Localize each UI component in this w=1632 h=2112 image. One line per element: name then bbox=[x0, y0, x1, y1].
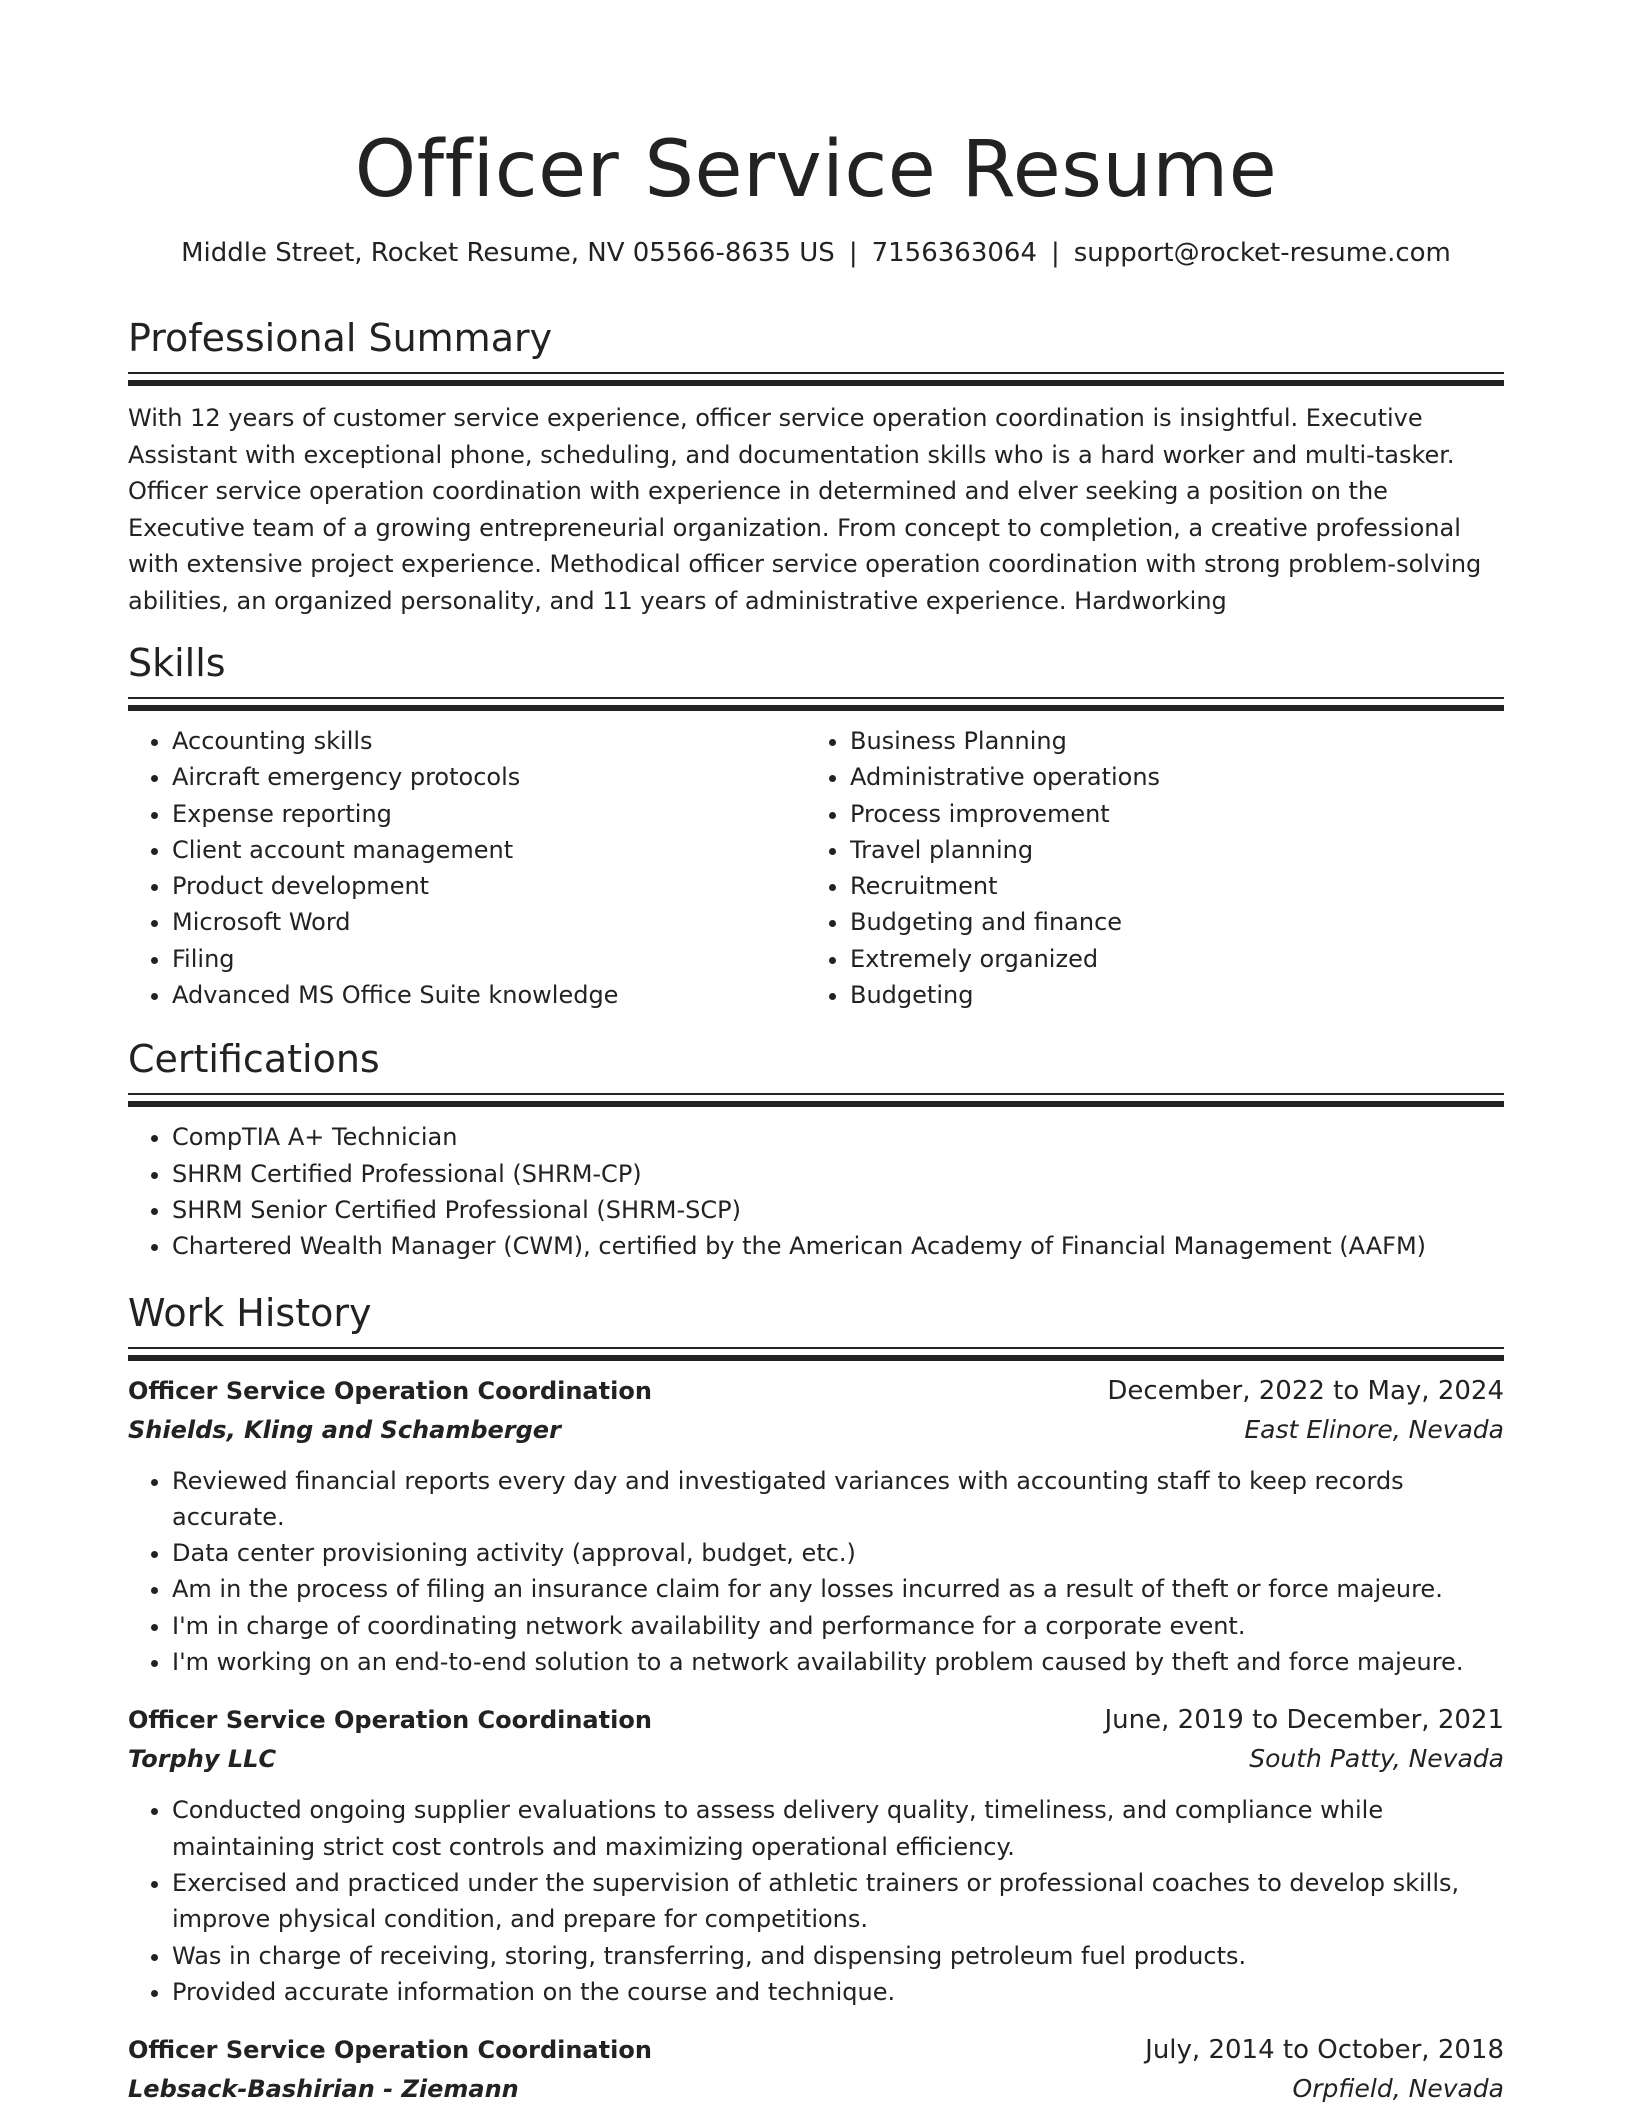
section-divider bbox=[128, 705, 1504, 711]
job-title: Officer Service Operation Coordination bbox=[128, 1706, 652, 1735]
skill-item: • Budgeting and finance bbox=[850, 904, 1484, 940]
job-bullet: • Am in the process of filing an insurance claim for any losses incurred as a result of theft or force majeure. bbox=[172, 1571, 1504, 1607]
section-divider bbox=[128, 372, 1504, 374]
contact-email[interactable]: support@rocket-resume.com bbox=[1073, 238, 1451, 268]
skill-item: • Advanced MS Office Suite knowledge bbox=[172, 977, 806, 1013]
skills-section bbox=[128, 639, 1504, 1013]
job-dates: June, 2019 to December, 2021 bbox=[1104, 1705, 1504, 1736]
section-divider bbox=[128, 1093, 1504, 1095]
job-company: Shields, Kling and Schamberger bbox=[128, 1415, 561, 1444]
job-bullet-list bbox=[128, 1792, 1504, 2010]
skill-item: • Budgeting bbox=[850, 977, 1484, 1013]
job-bullet-list bbox=[128, 1463, 1504, 1681]
job-bullet: • Reviewed financial reports every day and investigated variances with accounting staff to keep records accurate. bbox=[172, 1463, 1504, 1536]
skill-item: • Product development bbox=[172, 868, 806, 904]
contact-separator: | bbox=[1051, 238, 1060, 268]
job-entry bbox=[128, 1700, 1504, 2010]
certification-item: • CompTIA A+ Technician bbox=[172, 1119, 1504, 1155]
job-location: South Patty, Nevada bbox=[1249, 1744, 1504, 1774]
job-bullet: • Was in charge of receiving, storing, transferring, and dispensing petroleum fuel products. bbox=[172, 1938, 1504, 1974]
skills-column-left bbox=[128, 723, 806, 1013]
job-bullet: • Provided accurate information on the course and technique. bbox=[172, 1974, 1504, 2010]
section-heading-work-history: Work History bbox=[128, 1290, 372, 1335]
job-subheader-row bbox=[128, 2070, 1504, 2108]
work-history-section bbox=[128, 1289, 1504, 2109]
skill-item: • Expense reporting bbox=[172, 796, 806, 832]
job-title: Officer Service Operation Coordination bbox=[128, 1376, 652, 1405]
skill-item: • Business Planning bbox=[850, 723, 1484, 759]
job-title: Officer Service Operation Coordination bbox=[128, 2036, 652, 2065]
skill-item: • Recruitment bbox=[850, 868, 1484, 904]
job-location: East Elinore, Nevada bbox=[1244, 1414, 1504, 1444]
section-heading-certifications: Certifications bbox=[128, 1037, 380, 1082]
job-location: Orpfield, Nevada bbox=[1292, 2074, 1504, 2104]
skill-item: • Microsoft Word bbox=[172, 904, 806, 940]
job-header-row bbox=[128, 1700, 1504, 1740]
summary-text: With 12 years of customer service experience, officer service operation coordination is insightful. Executive Assistant with exceptional phone, scheduling, and documentation skills who is a hard worker and multi-tasker. Officer service operation coordination with experience in determined and elver seeking a position on the Executive team of a growing entrepreneurial organization. From concept to completion, a creative professional with extensive project experience. Methodical officer service operation coordination with strong problem-solving abilities, an organized personality, and 11 years of administrative experience. Hardworking bbox=[128, 404, 1482, 615]
contact-separator: | bbox=[848, 238, 858, 268]
certifications-section bbox=[128, 1035, 1504, 1264]
job-subheader-row bbox=[128, 1411, 1504, 1449]
skill-item: • Process improvement bbox=[850, 796, 1484, 832]
resume-page bbox=[128, 0, 1504, 2108]
skills-grid bbox=[128, 723, 1504, 1013]
resume-title: Officer Service Resume bbox=[354, 125, 1278, 215]
section-divider bbox=[128, 697, 1504, 699]
job-bullet: • Exercised and practiced under the supervision of athletic trainers or professional coaches to develop skills, improve physical condition, and prepare for competitions. bbox=[172, 1865, 1504, 1938]
skill-item: • Aircraft emergency protocols bbox=[172, 759, 806, 795]
job-company: Torphy LLC bbox=[128, 1745, 277, 1774]
section-divider bbox=[128, 380, 1504, 386]
skill-item: • Filing bbox=[172, 941, 806, 977]
job-company: Lebsack-Bashirian - Ziemann bbox=[128, 2075, 519, 2104]
section-divider bbox=[128, 1355, 1504, 1361]
job-bullet: • I'm in charge of coordinating network availability and performance for a corporate event. bbox=[172, 1608, 1504, 1644]
section-heading-skills: Skills bbox=[128, 641, 226, 685]
contact-phone: 7156363064 bbox=[871, 238, 1037, 268]
job-entry bbox=[128, 2030, 1504, 2108]
skill-item: • Client account management bbox=[172, 832, 806, 868]
certification-item: • SHRM Certified Professional (SHRM-CP) bbox=[172, 1156, 1504, 1192]
job-bullet: • I'm working on an end-to-end solution to a network availability problem caused by theft and force majeure. bbox=[172, 1644, 1504, 1680]
job-entry bbox=[128, 1371, 1504, 1681]
certification-item: • SHRM Senior Certified Professional (SHRM-SCP) bbox=[172, 1192, 1504, 1228]
contact-address: Middle Street, Rocket Resume, NV 05566-8635 US bbox=[181, 238, 835, 268]
section-divider bbox=[128, 1101, 1504, 1107]
job-subheader-row bbox=[128, 1740, 1504, 1778]
job-dates: December, 2022 to May, 2024 bbox=[1107, 1375, 1504, 1406]
job-bullet: • Data center provisioning activity (approval, budget, etc.) bbox=[172, 1535, 1504, 1571]
section-divider bbox=[128, 1347, 1504, 1349]
skill-item: • Administrative operations bbox=[850, 759, 1484, 795]
contact-line bbox=[128, 236, 1504, 270]
skill-item: • Extremely organized bbox=[850, 941, 1484, 977]
skills-column-right bbox=[806, 723, 1484, 1013]
skill-item: • Travel planning bbox=[850, 832, 1484, 868]
summary-section bbox=[128, 314, 1504, 619]
job-dates: July, 2014 to October, 2018 bbox=[1145, 2035, 1504, 2066]
job-header-row bbox=[128, 1371, 1504, 1411]
skill-item: • Accounting skills bbox=[172, 723, 806, 759]
job-bullet: • Conducted ongoing supplier evaluations to assess delivery quality, timeliness, and compliance while maintaining strict cost controls and maximizing operational efficiency. bbox=[172, 1792, 1504, 1865]
section-heading-summary: Professional Summary bbox=[128, 316, 553, 360]
certification-item: • Chartered Wealth Manager (CWM), certified by the American Academy of Financial Management (AAFM) bbox=[172, 1228, 1504, 1264]
job-header-row bbox=[128, 2030, 1504, 2070]
